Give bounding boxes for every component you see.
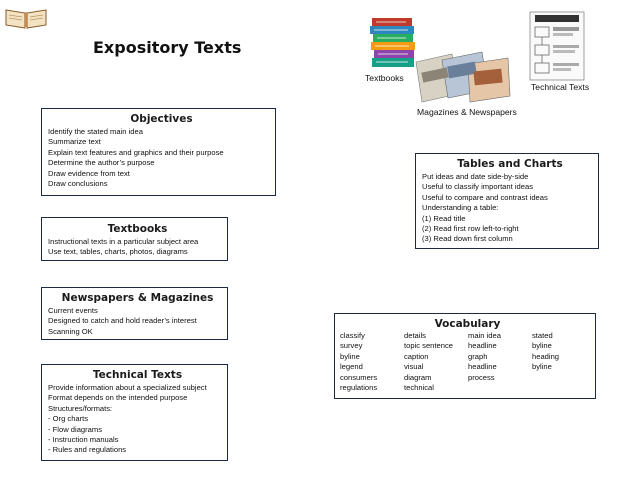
vocab-term: diagram <box>404 372 432 382</box>
objectives-box <box>41 108 276 196</box>
vocab-column <box>468 331 532 393</box>
textbooks-box <box>41 217 228 261</box>
objective-item: Summarize text <box>48 137 101 147</box>
newspapers-item: Scanning OK <box>48 326 93 336</box>
vocab-term: headline <box>468 341 497 351</box>
magazines-image <box>412 50 512 106</box>
tables-charts-item: Useful to classify important ideas <box>422 182 533 192</box>
vocab-term: survey <box>340 341 363 351</box>
technical-item: - Rules and regulations <box>48 445 127 455</box>
tables-charts-item: Understanding a table: <box>422 203 499 213</box>
vocab-term: headline <box>468 362 497 372</box>
textbooks-item: Instructional texts in a particular subject area <box>48 237 199 246</box>
tables-charts-item: (1) Read title <box>422 213 466 223</box>
vocab-column <box>340 331 404 393</box>
vocab-term: main idea <box>468 331 501 340</box>
vocab-term: byline <box>340 351 360 361</box>
vocabulary-grid <box>340 331 595 393</box>
objective-item: Draw evidence from text <box>48 168 130 178</box>
textbooks-item: Use text, tables, charts, photos, diagrams <box>48 247 188 257</box>
vocab-term: graph <box>468 351 488 361</box>
textbooks-title: Textbooks <box>107 223 168 235</box>
newspapers-box <box>41 287 228 340</box>
magazines-caption: Magazines & Newspapers <box>417 107 517 117</box>
objective-item: Identify the stated main idea <box>48 127 143 136</box>
vocabulary-box <box>334 313 596 399</box>
technical-item: Provide information about a specialized subject <box>48 383 207 392</box>
technical-title: Technical Texts <box>92 369 183 381</box>
technical-item: - Instruction manuals <box>48 435 119 445</box>
vocab-term: technical <box>404 383 434 393</box>
objective-item: Draw conclusions <box>48 179 108 189</box>
vocab-term: consumers <box>340 372 378 382</box>
vocab-term: byline <box>532 341 552 351</box>
tables-charts-item: (3) Read down first column <box>422 234 513 244</box>
vocab-term: heading <box>532 351 560 361</box>
vocab-term: byline <box>532 362 552 372</box>
vocab-term: process <box>468 372 495 382</box>
objective-item: Explain text features and graphics and their purpose <box>48 147 224 157</box>
newspapers-item: Current events <box>48 306 98 315</box>
tables-charts-item: Put ideas and date side-by-side <box>422 172 529 181</box>
technical-text-image <box>529 11 585 81</box>
page-title: Expository Texts <box>93 38 242 57</box>
technical-caption: Technical Texts <box>531 82 590 92</box>
technical-box <box>41 364 228 461</box>
tables-charts-box <box>415 153 599 249</box>
vocabulary-title: Vocabulary <box>434 318 501 330</box>
vocab-term: legend <box>340 362 363 372</box>
vocab-term: caption <box>404 351 429 361</box>
vocab-term: details <box>404 331 426 340</box>
vocab-term: regulations <box>340 383 378 393</box>
objective-item: Determine the author’s purpose <box>48 158 155 168</box>
technical-item: - Org charts <box>48 414 89 424</box>
vocab-term: topic sentence <box>404 341 453 351</box>
open-book-icon <box>4 4 48 30</box>
tables-charts-item: Useful to compare and contrast ideas <box>422 192 548 202</box>
newspapers-title: Newspapers & Magazines <box>61 292 214 304</box>
objectives-title: Objectives <box>130 113 193 125</box>
newspapers-item: Designed to catch and hold reader’s interest <box>48 316 197 326</box>
technical-item: - Flow diagrams <box>48 424 103 434</box>
vocab-term: visual <box>404 362 424 372</box>
vocab-column <box>532 331 582 393</box>
textbooks-caption: Textbooks <box>365 73 404 83</box>
tables-charts-title: Tables and Charts <box>457 158 563 170</box>
vocab-term: classify <box>340 331 365 340</box>
technical-item: Structures/formats: <box>48 403 113 413</box>
vocab-column <box>404 331 468 393</box>
technical-item: Format depends on the intended purpose <box>48 393 188 403</box>
vocab-term: stated <box>532 331 553 340</box>
tables-charts-item: (2) Read first row left-to-right <box>422 224 519 234</box>
